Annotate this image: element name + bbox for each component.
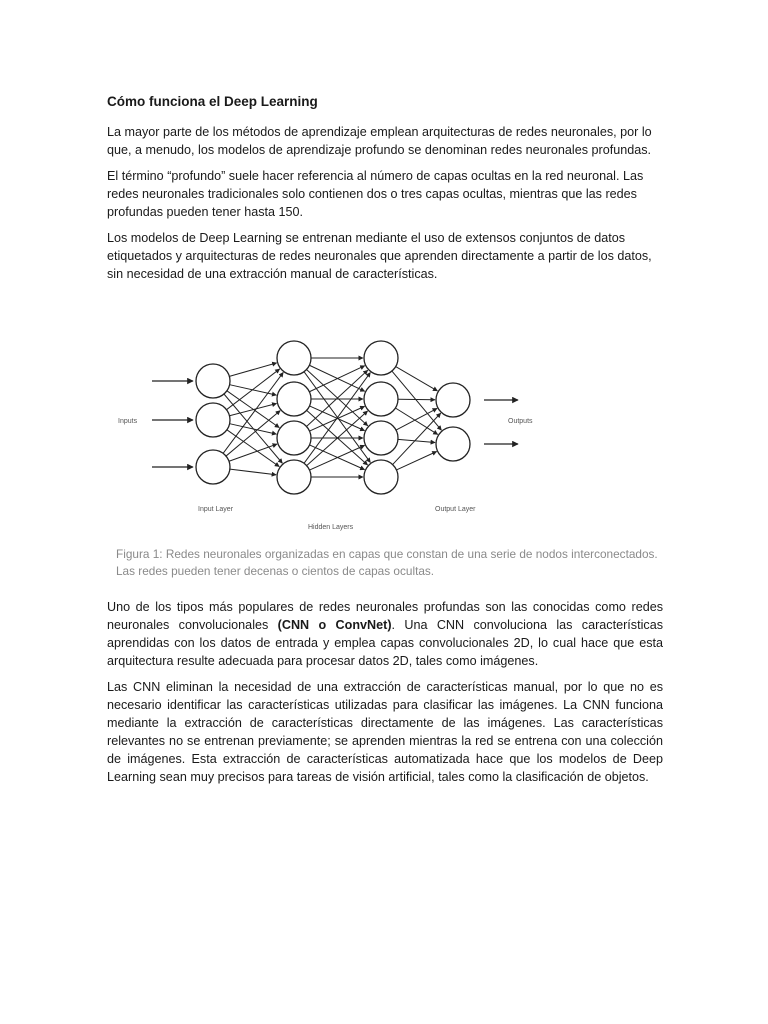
hidden-node bbox=[364, 341, 398, 375]
figure-caption: Figura 1: Redes neuronales organizadas en capas que constan de una serie de nodos interconectados. Las redes pueden tener decenas o cientos de capas ocultas. bbox=[116, 547, 658, 578]
hidden-node bbox=[364, 421, 398, 455]
connection-arrow bbox=[229, 444, 277, 461]
inputs-label: Inputs bbox=[118, 418, 138, 425]
input-node bbox=[196, 403, 230, 437]
connection-arrow bbox=[230, 469, 276, 475]
paragraph-3: Los modelos de Deep Learning se entrenan mediante el uso de extensos conjuntos de datos etiquetados y arquitecturas de redes neuronales que aprenden directamente a partir de los datos, sin necesidad de una extracción manual de características. bbox=[107, 231, 652, 281]
output-node bbox=[436, 383, 470, 417]
connection-arrow bbox=[223, 372, 283, 453]
paragraph-1: La mayor parte de los métodos de aprendizaje emplean arquitecturas de redes neuronales, por lo que, a menudo, los modelos de aprendizaje profundo se denominan redes neuronales profundas. bbox=[107, 125, 652, 157]
input-node bbox=[196, 364, 230, 398]
neural-network-figure bbox=[110, 328, 690, 583]
cnn-term: (CNN o ConvNet) bbox=[277, 618, 392, 632]
document-body-lower bbox=[107, 598, 663, 794]
outputs-label: Outputs bbox=[508, 418, 533, 425]
hidden-layers-label: Hidden Layers bbox=[308, 524, 354, 531]
connection-arrow bbox=[229, 363, 276, 376]
connection-arrow bbox=[396, 408, 437, 430]
document-title: Cómo funciona el Deep Learning bbox=[107, 94, 318, 109]
document-body bbox=[107, 92, 663, 291]
paragraph-2: El término “profundo” suele hacer referencia al número de capas ocultas en la red neuronal. Las redes neuronales tradicionales solo contienen dos o tres capas ocultas, mientras que las redes profundas pueden tener hasta 150. bbox=[107, 169, 644, 219]
hidden-node bbox=[277, 382, 311, 416]
output-node bbox=[436, 427, 470, 461]
hidden-node bbox=[277, 460, 311, 494]
hidden-node bbox=[277, 341, 311, 375]
neural-network-diagram bbox=[110, 328, 690, 548]
connection-arrow bbox=[395, 408, 437, 434]
connection-arrow bbox=[398, 439, 435, 442]
input-node bbox=[196, 450, 230, 484]
hidden-node bbox=[364, 382, 398, 416]
paragraph-4-end: . Una CNN convoluciona las características aprendidas con los datos de entrada y emplea capas convolucionales 2D, lo cual hace que esta arquitectura resulte adecuada para procesar datos 2D, tales como imágenes. bbox=[107, 618, 663, 668]
paragraph-4 bbox=[107, 598, 663, 670]
hidden-node bbox=[277, 421, 311, 455]
paragraph-4-start: Uno de los tipos más populares de redes neuronales profundas son las conocidas como redes neuronales convolucionales bbox=[107, 600, 663, 632]
connection-arrow bbox=[398, 399, 435, 400]
paragraph-5: Las CNN eliminan la necesidad de una extracción de características manual, por lo que no es necesario identificar las características utilizadas para clasificar las imágenes. La CNN funciona mediante la extracción de características directamente de las imágenes. Las características relevantes no se entrenan previamente; se aprenden mientras la red se entrena con una colección de imágenes. Esta extracción de características automatizada hace que los modelos de Deep Learning sean muy precisos para tareas de visión artificial, tales como la clasificación de objetos. bbox=[107, 680, 663, 784]
connection-arrow bbox=[396, 367, 438, 391]
connection-arrow bbox=[230, 424, 277, 434]
input-layer-label: Input Layer bbox=[198, 506, 234, 513]
hidden-node bbox=[364, 460, 398, 494]
output-layer-label: Output Layer bbox=[435, 506, 476, 513]
